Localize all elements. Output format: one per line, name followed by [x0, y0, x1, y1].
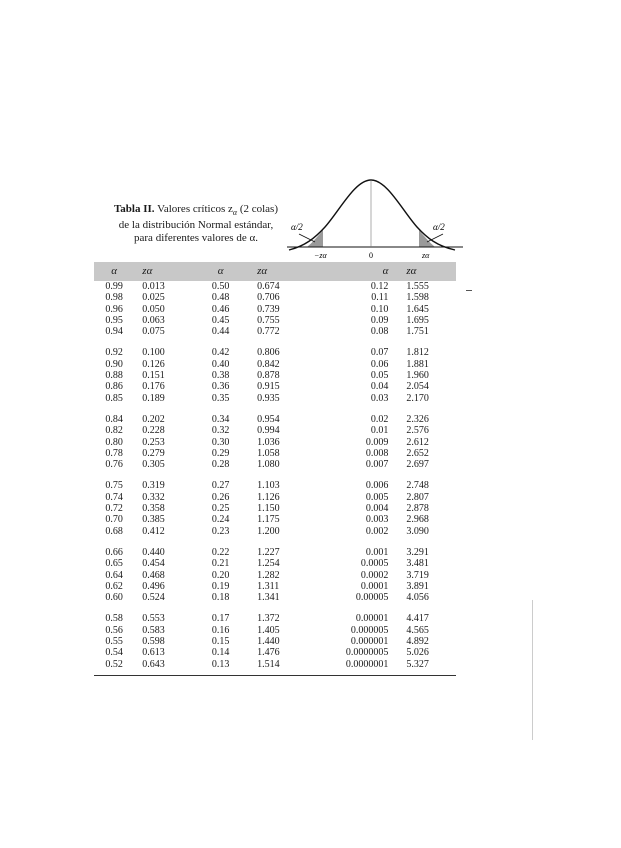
alpha-cell: 0.38	[211, 370, 230, 382]
z-value-cell: 3.481	[406, 558, 429, 570]
z-value-cell: 2.697	[406, 459, 429, 471]
z-value-cell: 2.576	[406, 425, 429, 437]
alpha-cell: 0.40	[211, 358, 230, 370]
alpha-cell: 0.009	[365, 436, 389, 448]
z-value-cell: 0.332	[142, 491, 165, 503]
alpha-cell: 0.26	[211, 491, 230, 503]
z-value-cell: 0.454	[142, 558, 165, 570]
alpha-cell: 0.35	[211, 392, 230, 404]
alpha-cell: 0.000001	[350, 636, 389, 648]
table-row	[94, 347, 456, 358]
z-value-cell: 3.090	[406, 525, 429, 537]
header-z-3: zα	[394, 262, 456, 281]
alpha-cell: 0.54	[105, 647, 123, 659]
alpha-cell: 0.48	[211, 292, 230, 304]
alpha-cell: 0.25	[211, 503, 230, 515]
table-row	[94, 393, 456, 404]
z-value-cell: 1.555	[406, 281, 429, 292]
alpha-cell: 0.86	[105, 381, 123, 393]
table-body	[94, 281, 456, 670]
z-value-cell: 2.612	[406, 436, 429, 448]
table-header-row	[94, 262, 456, 281]
z-value-cell: 1.695	[406, 314, 429, 326]
alpha-cell: 0.01	[370, 425, 389, 437]
z-value-cell: 0.279	[142, 447, 165, 459]
table-row	[94, 625, 456, 636]
z-value-cell: 0.739	[257, 303, 280, 315]
alpha-cell: 0.28	[211, 459, 230, 471]
z-value-cell: 0.013	[142, 281, 165, 292]
z-value-cell: 0.583	[142, 624, 165, 636]
alpha-cell: 0.30	[211, 436, 230, 448]
z-value-cell: 0.954	[257, 413, 280, 425]
z-value-cell: 1.812	[406, 347, 429, 359]
alpha-cell: 0.13	[211, 658, 230, 670]
header-z-1: zα	[134, 262, 190, 281]
alpha-cell: 0.17	[211, 613, 230, 625]
alpha-cell: 0.02	[370, 413, 389, 425]
table-row	[94, 459, 456, 470]
alpha-cell: 0.78	[105, 447, 123, 459]
z-value-cell: 1.126	[257, 491, 280, 503]
z-value-cell: 1.372	[257, 613, 280, 625]
alpha-cell: 0.005	[365, 491, 389, 503]
group-spacer	[94, 337, 456, 347]
header-alpha-3: α	[312, 262, 394, 281]
alpha-cell: 0.004	[365, 503, 389, 515]
z-value-cell: 5.327	[406, 658, 429, 670]
z-value-cell: 0.598	[142, 636, 165, 648]
scan-mark	[466, 290, 472, 291]
alpha-cell: 0.70	[105, 514, 123, 526]
table-row	[94, 503, 456, 514]
z-value-cell: 1.175	[257, 514, 280, 526]
alpha-cell: 0.22	[211, 546, 230, 558]
alpha-cell: 0.0002	[360, 569, 389, 581]
table-row	[94, 659, 456, 670]
z-value-cell: 1.080	[257, 459, 280, 471]
z-value-cell: 0.202	[142, 413, 165, 425]
alpha-cell: 0.98	[105, 292, 123, 304]
z-value-cell: 0.643	[142, 658, 165, 670]
alpha-cell: 0.23	[211, 525, 230, 537]
alpha-cell: 0.45	[211, 314, 230, 326]
alpha-cell: 0.04	[370, 381, 389, 393]
z-value-cell: 1.341	[257, 592, 280, 604]
alpha-cell: 0.64	[105, 569, 123, 581]
caption-title-bold: Tabla II.	[113, 203, 155, 215]
alpha-cell: 0.10	[370, 303, 389, 315]
alpha-cell: 0.0000001	[345, 658, 389, 670]
z-value-cell: 0.100	[142, 347, 165, 359]
caption-line-2: de la distribución Normal estándar,	[118, 219, 274, 232]
neg-z-label: −zα	[314, 251, 327, 260]
z-value-cell: 4.892	[406, 636, 429, 648]
z-value-cell: 0.025	[142, 292, 165, 304]
alpha-cell: 0.0001	[360, 580, 389, 592]
alpha-cell: 0.002	[365, 525, 389, 537]
alpha-cell: 0.74	[105, 491, 123, 503]
alpha-cell: 0.94	[105, 326, 123, 338]
alpha-cell: 0.80	[105, 436, 123, 448]
z-value-cell: 0.706	[257, 292, 280, 304]
z-value-cell: 1.150	[257, 503, 280, 515]
alpha-cell: 0.000005	[350, 624, 389, 636]
table-row	[94, 592, 456, 603]
group-spacer	[94, 404, 456, 414]
z-value-cell: 4.417	[406, 613, 429, 625]
z-value-cell: 1.645	[406, 303, 429, 315]
z-value-cell: 0.063	[142, 314, 165, 326]
scan-edge-line	[532, 600, 533, 740]
group-spacer	[94, 603, 456, 613]
z-value-cell: 0.994	[257, 425, 280, 437]
alpha-cell: 0.12	[370, 281, 389, 292]
z-value-cell: 0.806	[257, 347, 280, 359]
z-value-cell: 2.748	[406, 480, 429, 492]
alpha-cell: 0.90	[105, 358, 123, 370]
table-row	[94, 292, 456, 303]
z-value-cell: 1.598	[406, 292, 429, 304]
table-row	[94, 570, 456, 581]
alpha-cell: 0.08	[370, 326, 389, 338]
alpha-cell: 0.60	[105, 592, 123, 604]
z-value-cell: 1.514	[257, 658, 280, 670]
bell-curve	[289, 180, 455, 250]
z-value-cell: 0.050	[142, 303, 165, 315]
table-row	[94, 315, 456, 326]
z-value-cell: 0.305	[142, 459, 165, 471]
alpha-cell: 0.62	[105, 580, 123, 592]
z-value-cell: 0.228	[142, 425, 165, 437]
alpha-cell: 0.65	[105, 558, 123, 570]
alpha-cell: 0.34	[211, 413, 230, 425]
alpha-cell: 0.03	[370, 392, 389, 404]
z-value-cell: 0.755	[257, 314, 280, 326]
z-value-cell: 0.176	[142, 381, 165, 393]
alpha-cell: 0.52	[105, 658, 123, 670]
alpha-cell: 0.72	[105, 503, 123, 515]
z-value-cell: 0.385	[142, 514, 165, 526]
table-row	[94, 381, 456, 392]
z-value-cell: 0.358	[142, 503, 165, 515]
table-row	[94, 326, 456, 337]
z-value-cell: 0.935	[257, 392, 280, 404]
z-value-cell: 4.056	[406, 592, 429, 604]
alpha-cell: 0.21	[211, 558, 230, 570]
z-value-cell: 1.751	[406, 326, 429, 338]
z-value-cell: 0.674	[257, 281, 280, 292]
alpha-cell: 0.06	[370, 358, 389, 370]
group-spacer	[94, 470, 456, 480]
z-value-cell: 1.282	[257, 569, 280, 581]
header-z-2: zα	[251, 262, 312, 281]
alpha-cell: 0.58	[105, 613, 123, 625]
z-value-cell: 0.468	[142, 569, 165, 581]
table-row	[94, 448, 456, 459]
caption-title	[96, 203, 296, 219]
alpha-cell: 0.05	[370, 370, 389, 382]
z-value-cell: 0.319	[142, 480, 165, 492]
z-value-cell: 1.405	[257, 624, 280, 636]
table-row	[94, 425, 456, 436]
z-value-cell: 0.553	[142, 613, 165, 625]
table-row	[94, 647, 456, 658]
table-row	[94, 558, 456, 569]
z-value-cell: 0.878	[257, 370, 280, 382]
table-row	[94, 437, 456, 448]
alpha-cell: 0.42	[211, 347, 230, 359]
alpha-cell: 0.14	[211, 647, 230, 659]
table-row	[94, 492, 456, 503]
alpha-cell: 0.16	[211, 624, 230, 636]
z-value-cell: 1.036	[257, 436, 280, 448]
z-value-cell: 1.200	[257, 525, 280, 537]
left-tail-label: α/2	[291, 222, 303, 232]
alpha-cell: 0.007	[365, 459, 389, 471]
z-value-cell: 1.440	[257, 636, 280, 648]
z-value-cell: 1.058	[257, 447, 280, 459]
alpha-cell: 0.68	[105, 525, 123, 537]
z-value-cell: 2.878	[406, 503, 429, 515]
z-value-cell: 3.291	[406, 546, 429, 558]
alpha-cell: 0.24	[211, 514, 230, 526]
alpha-cell: 0.36	[211, 381, 230, 393]
z-value-cell: 0.524	[142, 592, 165, 604]
alpha-cell: 0.29	[211, 447, 230, 459]
alpha-cell: 0.82	[105, 425, 123, 437]
right-tail-label: α/2	[433, 222, 445, 232]
alpha-cell: 0.32	[211, 425, 230, 437]
z-value-cell: 0.126	[142, 358, 165, 370]
alpha-cell: 0.11	[371, 292, 389, 304]
z-value-cell: 1.227	[257, 546, 280, 558]
z-value-cell: 0.440	[142, 546, 165, 558]
z-value-cell: 2.968	[406, 514, 429, 526]
z-value-cell: 0.412	[142, 525, 165, 537]
z-value-cell: 0.253	[142, 436, 165, 448]
group-spacer	[94, 537, 456, 547]
alpha-cell: 0.96	[105, 303, 123, 315]
z-value-cell: 2.807	[406, 491, 429, 503]
table-row	[94, 281, 456, 292]
normal-curve-figure	[285, 172, 465, 264]
z-value-cell: 0.842	[257, 358, 280, 370]
table-row	[94, 581, 456, 592]
alpha-cell: 0.0005	[360, 558, 389, 570]
alpha-cell: 0.85	[105, 392, 123, 404]
alpha-cell: 0.15	[211, 636, 230, 648]
caption-title-tail: (2 colas)	[239, 203, 278, 215]
alpha-cell: 0.99	[105, 281, 123, 292]
z-value-cell: 1.881	[406, 358, 429, 370]
z-value-cell: 0.075	[142, 326, 165, 338]
alpha-cell: 0.46	[211, 303, 230, 315]
z-value-cell: 1.103	[257, 480, 280, 492]
z-value-cell: 2.054	[406, 381, 429, 393]
z-value-cell: 0.613	[142, 647, 165, 659]
critical-values-table	[94, 262, 456, 670]
table-row	[94, 526, 456, 537]
table-row	[94, 370, 456, 381]
alpha-cell: 0.84	[105, 413, 123, 425]
caption-title-rest: Valores críticos z	[157, 203, 233, 215]
alpha-cell: 0.19	[211, 580, 230, 592]
table-row	[94, 414, 456, 425]
z-value-cell: 0.915	[257, 381, 280, 393]
z-value-cell: 4.565	[406, 624, 429, 636]
z-value-cell: 0.496	[142, 580, 165, 592]
alpha-cell: 0.66	[105, 546, 123, 558]
alpha-cell: 0.27	[211, 480, 230, 492]
header-alpha-2: α	[190, 262, 251, 281]
alpha-cell: 0.003	[365, 514, 389, 526]
alpha-cell: 0.0000005	[345, 647, 389, 659]
header-alpha-1: α	[94, 262, 134, 281]
alpha-cell: 0.55	[105, 636, 123, 648]
table-caption	[96, 203, 296, 245]
table-row	[94, 636, 456, 647]
z-value-cell: 0.151	[142, 370, 165, 382]
alpha-cell: 0.76	[105, 459, 123, 471]
z-value-cell: 1.960	[406, 370, 429, 382]
alpha-cell: 0.88	[105, 370, 123, 382]
alpha-cell: 0.00001	[355, 613, 389, 625]
alpha-cell: 0.75	[105, 480, 123, 492]
alpha-cell: 0.50	[211, 281, 230, 292]
z-value-cell: 1.476	[257, 647, 280, 659]
alpha-cell: 0.001	[365, 546, 389, 558]
z-value-cell: 1.254	[257, 558, 280, 570]
z-value-cell: 1.311	[257, 580, 280, 592]
table-row	[94, 514, 456, 525]
alpha-cell: 0.00005	[355, 592, 389, 604]
z-value-cell: 3.891	[406, 580, 429, 592]
z-value-cell: 2.170	[406, 392, 429, 404]
table-row	[94, 547, 456, 558]
z-value-cell: 5.026	[406, 647, 429, 659]
alpha-cell: 0.20	[211, 569, 230, 581]
z-value-cell: 2.326	[406, 413, 429, 425]
table-bottom-rule	[94, 675, 456, 676]
alpha-cell: 0.07	[370, 347, 389, 359]
alpha-cell: 0.18	[211, 592, 230, 604]
alpha-cell: 0.09	[370, 314, 389, 326]
z-value-cell: 0.772	[257, 326, 280, 338]
z-value-cell: 3.719	[406, 569, 429, 581]
alpha-cell: 0.006	[365, 480, 389, 492]
table-row	[94, 480, 456, 491]
caption-line-3: para diferentes valores de α.	[134, 232, 258, 245]
z-value-cell: 2.652	[406, 447, 429, 459]
alpha-cell: 0.56	[105, 624, 123, 636]
table-row	[94, 304, 456, 315]
pos-z-label: zα	[422, 251, 430, 260]
alpha-cell: 0.008	[365, 447, 389, 459]
zero-label: 0	[369, 251, 373, 260]
alpha-cell: 0.92	[105, 347, 123, 359]
caption-title-sub: α	[232, 208, 238, 218]
alpha-cell: 0.44	[211, 326, 230, 338]
table-row	[94, 613, 456, 624]
alpha-cell: 0.95	[105, 314, 123, 326]
table-row	[94, 359, 456, 370]
z-value-cell: 0.189	[142, 392, 165, 404]
